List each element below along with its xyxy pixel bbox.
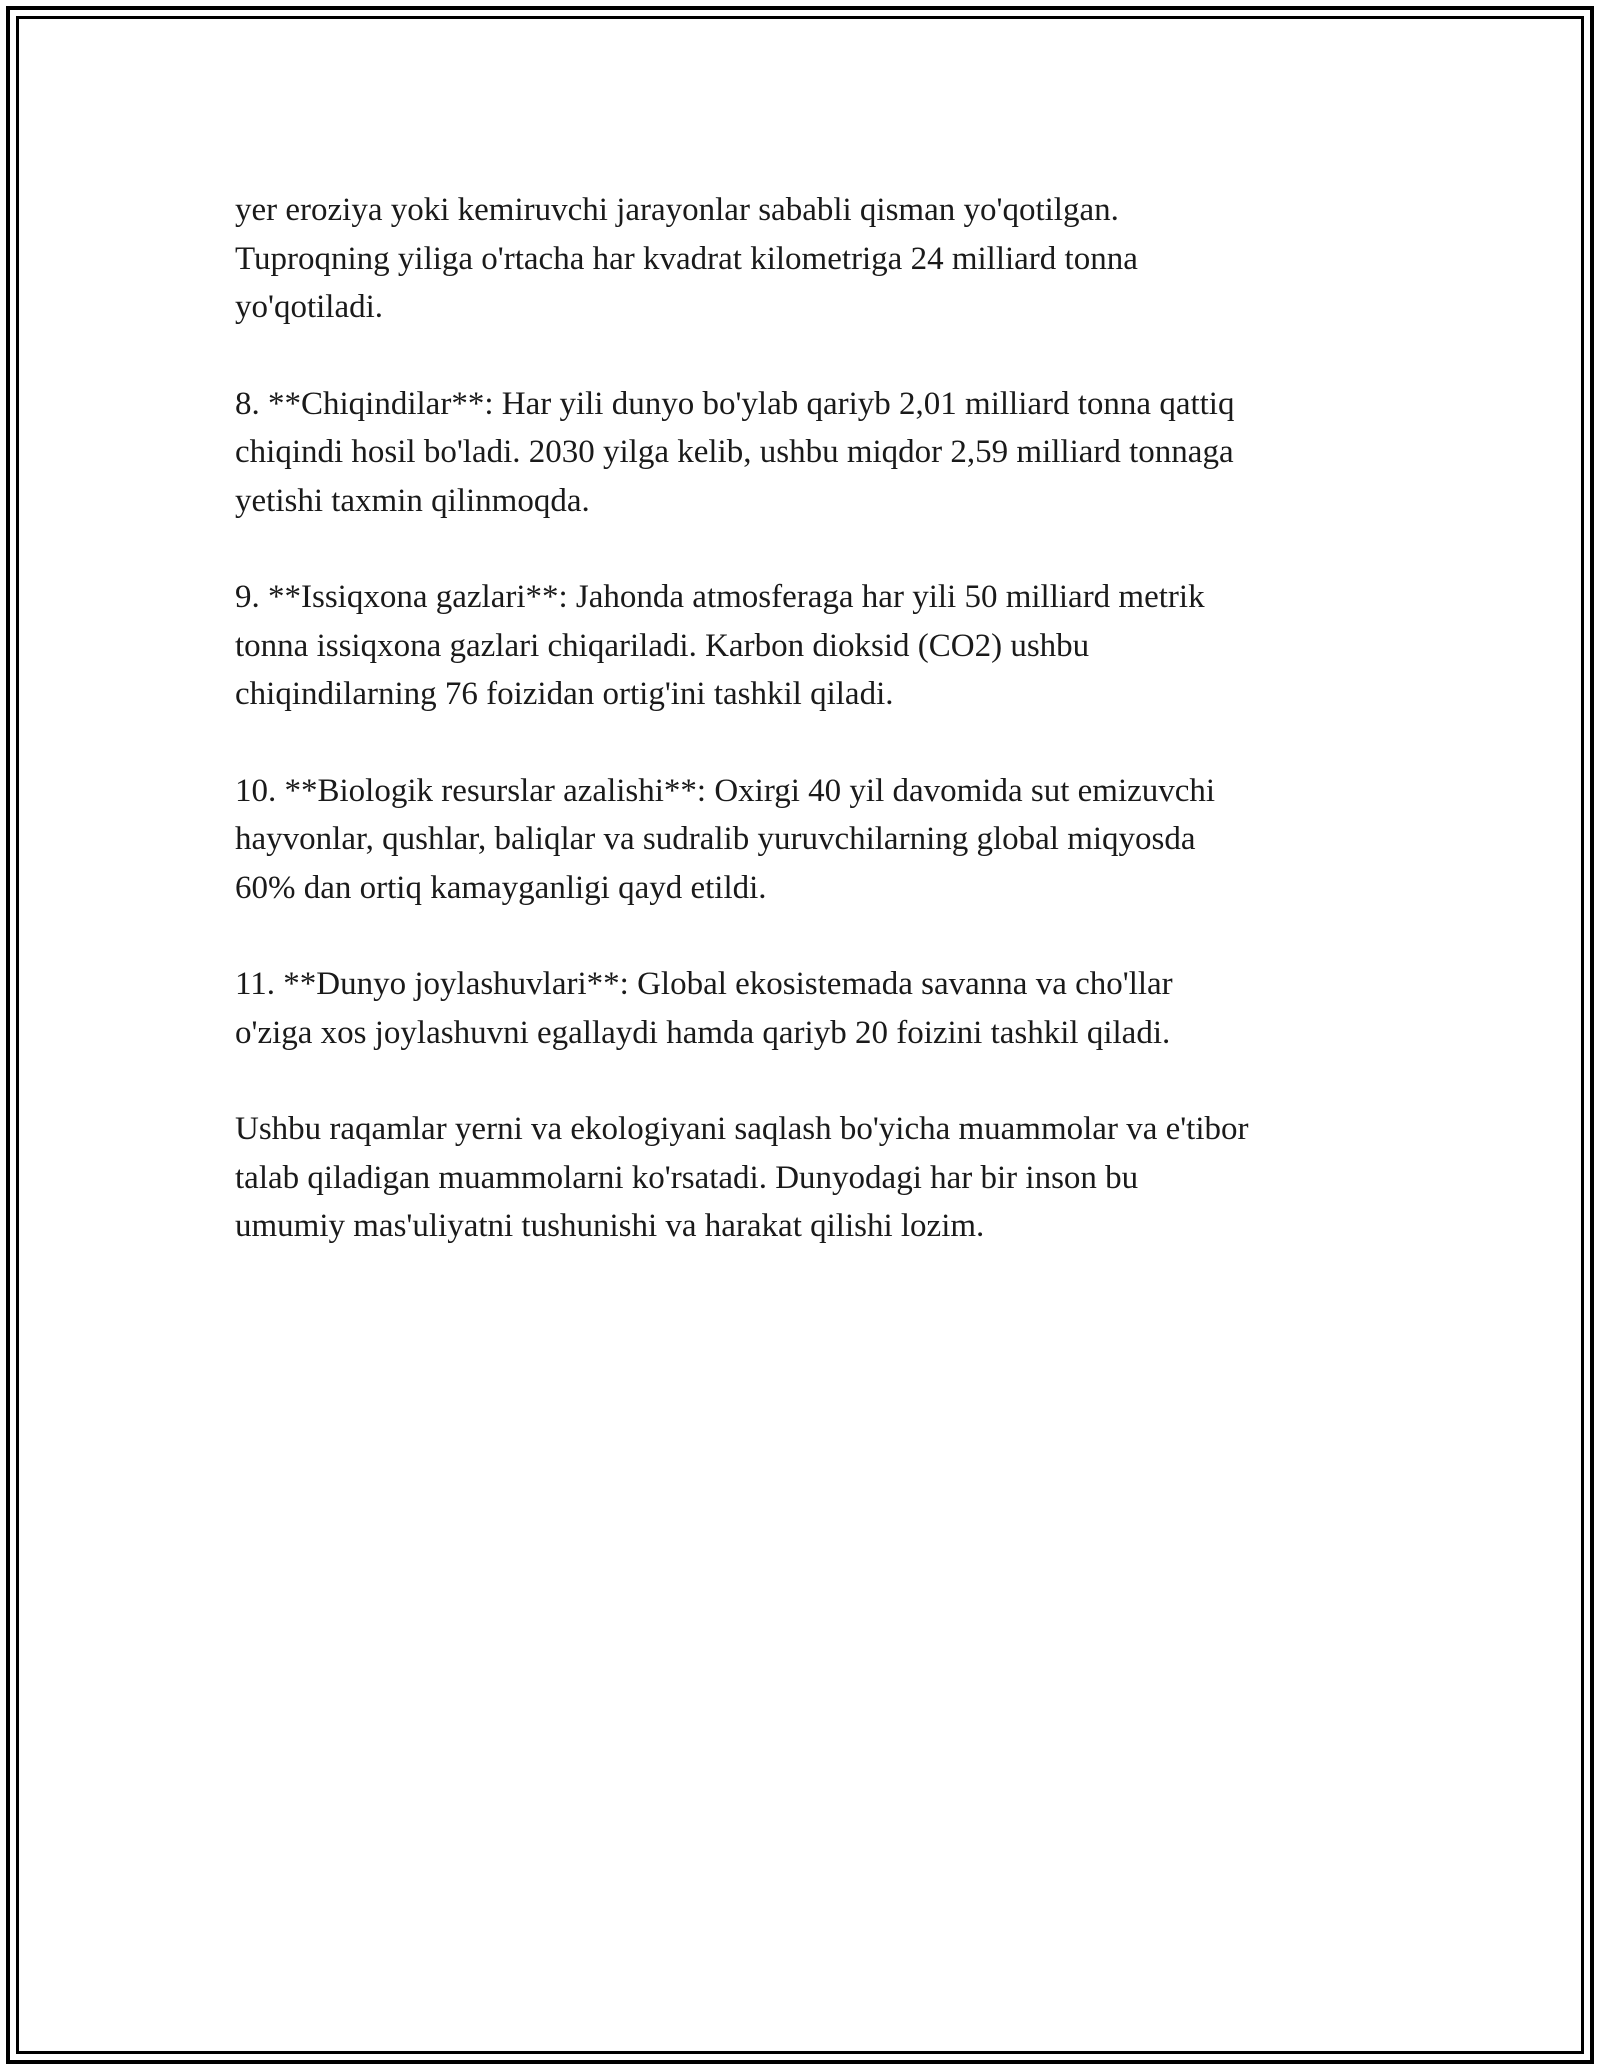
text-line: chiqindi hosil bo'ladi. 2030 yilga kelib, ushbu miqdor 2,59 milliard tonnaga	[235, 434, 1234, 470]
text-line: 11. **Dunyo joylashuvlari**: Global ekosistemada savanna va cho'llar	[235, 966, 1173, 1002]
text-line: yetishi taxmin qilinmoqda.	[235, 482, 590, 519]
text-line: 8. **Chiqindilar**: Har yili dunyo bo'ylab qariyb 2,01 milliard tonna qattiq	[235, 385, 1235, 422]
text-line: chiqindilarning 76 foizidan ortig'ini tashkil qiladi.	[235, 676, 894, 712]
paragraph-item-9-greenhouse-gases	[235, 573, 1375, 719]
text-line: Tuproqning yiliga o'rtacha har kvadrat kilometriga 24 milliard tonna	[235, 240, 1138, 277]
paragraph-item-11-world-distribution	[235, 960, 1375, 1057]
text-line: 9. **Issiqxona gazlari**: Jahonda atmosferaga har yili 50 milliard metrik	[235, 579, 1205, 615]
text-line: hayvonlar, qushlar, baliqlar va sudralib yuruvchilarning global miqyosda	[235, 821, 1196, 857]
text-line: tonna issiqxona gazlari chiqariladi. Karbon dioksid (CO2) ushbu	[235, 627, 1090, 664]
text-line: yer eroziya yoki kemiruvchi jarayonlar sababli qisman yo'qotilgan.	[235, 192, 1119, 228]
text-line: yo'qotiladi.	[235, 289, 384, 325]
text-line: 10. **Biologik resurslar azalishi**: Oxirgi 40 yil davomida sut emizuvchi	[235, 772, 1216, 809]
text-line: 60% dan ortiq kamayganligi qayd etildi.	[235, 869, 767, 906]
text-line: o'ziga xos joylashuvni egallaydi hamda qariyb 20 foizini tashkil qiladi.	[235, 1014, 1171, 1051]
document-body	[235, 186, 1375, 1299]
paragraph-conclusion	[235, 1105, 1375, 1251]
paragraph-item-10-biological-resources	[235, 767, 1375, 913]
paragraph-item-8-waste	[235, 380, 1375, 526]
text-line: Ushbu raqamlar yerni va ekologiyani saqlash bo'yicha muammolar va e'tibor	[235, 1111, 1249, 1147]
paragraph-soil-erosion	[235, 186, 1375, 332]
text-line: talab qiladigan muammolarni ko'rsatadi. Dunyodagi har bir inson bu	[235, 1159, 1139, 1196]
text-line: umumiy mas'uliyatni tushunishi va harakat qilishi lozim.	[235, 1208, 985, 1244]
